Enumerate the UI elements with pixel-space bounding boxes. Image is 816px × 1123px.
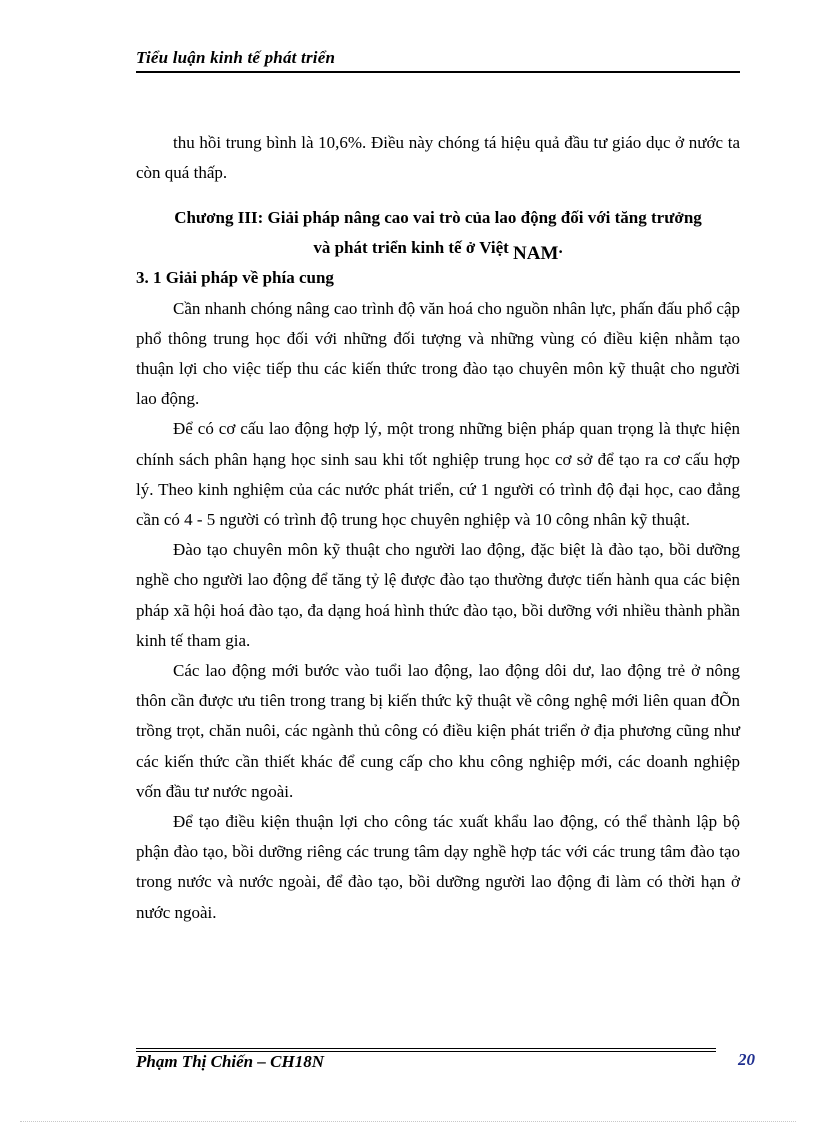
page-body [136, 128, 740, 928]
chapter-heading-line2-text: và phát triển kinh tế ở Việt [313, 238, 514, 258]
paragraph: Các lao động mới bước vào tuổi lao động, lao động dôi dư, lao động trẻ ở nông thôn cần được ưu tiên trong trang bị kiến thức kỹ thuật về công nghệ mới liên quan đÕn trồng trọt, chăn nuôi, các ngành thủ công có điều kiện phát triển ở địa phương cũng như các kiến thức cần thiết khác để cung cấp cho khu công nghiệp mới, các doanh nghiệp vốn đầu tư nước ngoài. [136, 661, 740, 801]
paragraph: Để tạo điều kiện thuận lợi cho công tác xuất khẩu lao động, có thể thành lập bộ phận đào tạo, bồi dưỡng riêng các trung tâm dạy nghề hợp tác với các trung tâm đào tạo trong nước và nước ngoài, để đào tạo, bồi dưỡng người lao động đi làm có thời hạn ở nước ngoài. [136, 812, 740, 922]
section-heading: 3. 1 Giải pháp về phía cung [136, 268, 334, 288]
paragraph: Đào tạo chuyên môn kỹ thuật cho người lao động, đặc biệt là đào tạo, bồi dưỡng nghề cho người lao động để tăng tỷ lệ được đào tạo thường được tiến hành qua các biện pháp xã hội hoá đào tạo, đa dạng hoá hình thức đào tạo, bồi dưỡng với nhiều thành phần kinh tế tham gia. [136, 540, 740, 650]
header-title: Tiểu luận kinh tế phát triển [136, 48, 336, 67]
paragraph-continued: thu hồi trung bình là 10,6%. Điều này chóng tá hiệu quả đầu tư giáo dục ở nước ta còn quá thấp. [136, 133, 740, 183]
footer-author: Phạm Thị Chiến – CH18N [136, 1052, 324, 1071]
paragraph: Để có cơ cấu lao động hợp lý, một trong những biện pháp quan trọng là thực hiện chính sách phân hạng học sinh sau khi tốt nghiệp trung học cơ sở để tạo ra cơ cấu hợp lý. Theo kinh nghiệm của các nước phát triển, cứ 1 người có trình độ đại học, cao đẳng cần có 4 - 5 người có trình độ trung học chuyên nghiệp và 10 công nhân kỹ thuật. [136, 419, 740, 530]
chapter-heading [136, 203, 740, 263]
page-number: 20 [738, 1050, 755, 1069]
header-rule [136, 71, 740, 73]
footer-rule [136, 1048, 716, 1049]
paragraph: Cần nhanh chóng nâng cao trình độ văn hoá cho nguồn nhân lực, phấn đấu phổ cập phổ thông trung học đối với những đối tượng và những vùng có điều kiện nhằm tạo thuận lợi cho việc tiếp thu các kiến thức trong đào tạo chuyên môn kỹ thuật cho người lao động. [136, 298, 740, 409]
chapter-heading-line1: Chương III: Giải pháp nâng cao vai trò của lao động đối với tăng trưởng [174, 208, 702, 228]
chapter-heading-nam: NAM [513, 243, 559, 265]
chapter-heading-line2 [136, 233, 740, 263]
page-edge-divider [20, 1121, 796, 1122]
chapter-heading-end: . [558, 238, 563, 258]
